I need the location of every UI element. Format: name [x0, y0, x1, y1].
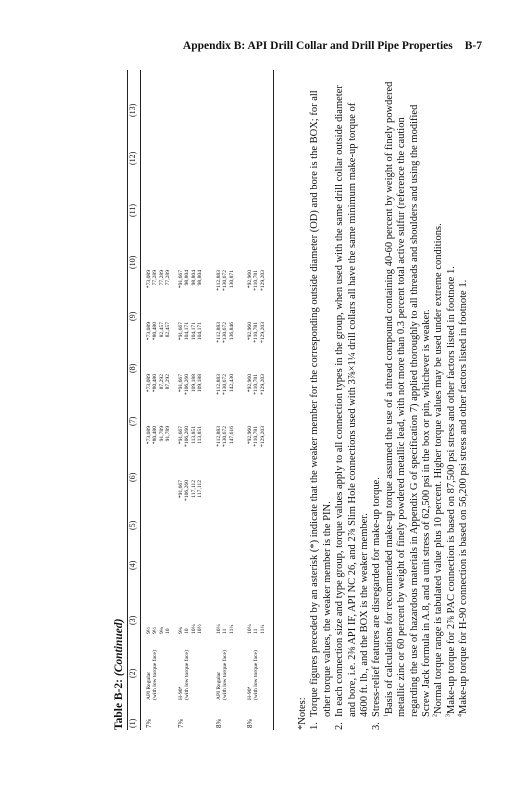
- footnote-item: [433, 80, 445, 717]
- table-cell: 10¼: [216, 624, 222, 634]
- table-cell-stack: [178, 374, 203, 418]
- table-cell: 11: [222, 628, 229, 634]
- column-header: (7): [128, 416, 137, 426]
- table-cell-stack: [146, 374, 171, 418]
- column-header: (6): [128, 472, 137, 482]
- table-cell: 82,457: [164, 322, 171, 338]
- footnote-item: [384, 80, 434, 717]
- note-number: 2.: [334, 722, 346, 730]
- table-cell: *92,960: [247, 322, 253, 341]
- footnote-item: [458, 80, 470, 717]
- table-cell: *73,089: [146, 270, 152, 289]
- table-cell: *129,203: [259, 322, 266, 343]
- table-cell: 147,616: [228, 426, 235, 445]
- table-cell: API Regular: [216, 671, 222, 700]
- table-cell: 87,292: [158, 374, 165, 390]
- table-cell: *130,672: [222, 426, 229, 447]
- column-header: (3): [128, 615, 137, 625]
- footnote-item: [446, 80, 458, 717]
- table-cell: *106,260: [184, 426, 191, 447]
- table-cell: 9½: [146, 627, 152, 634]
- table-cell: 113,851: [196, 426, 203, 444]
- table-cell: 117,112: [196, 480, 203, 498]
- table-cell: *91,667: [178, 322, 184, 341]
- table-cell: *112,883: [216, 374, 222, 395]
- table-cell-stack: [247, 624, 266, 634]
- note-item: [334, 80, 371, 730]
- table-cell: 77,289: [152, 270, 159, 286]
- table-cell-stack: [216, 650, 229, 700]
- table-cell: 98,804: [190, 270, 197, 286]
- table-cell: *73,089: [146, 426, 152, 445]
- table-cell: API Regular: [146, 671, 152, 700]
- table-top-rule: [127, 70, 128, 730]
- note-text: Torque figures preceded by an asterisk (*) indicate that the weaker member for the corresponding outside diameter (OD) and bore is the BOX; for all other torque values, the weaker member is the PIN.: [309, 90, 333, 717]
- table-cell-stack: [247, 426, 266, 470]
- table-cell: *110,781: [253, 374, 260, 395]
- table-cell: *112,883: [216, 426, 222, 447]
- table-cell: 91,789: [164, 426, 171, 442]
- table-cell-stack: [216, 374, 235, 418]
- notes-heading: *Notes:: [297, 697, 308, 730]
- table-cell: *73,089: [146, 322, 152, 341]
- header-title: Appendix B: API Drill Collar and Drill Pipe Properties: [182, 40, 453, 52]
- table-cell: *130,672: [222, 322, 229, 343]
- connection-size: 8⅝: [215, 719, 223, 728]
- table-cell: *106,260: [184, 374, 191, 395]
- table-cell-stack: [178, 426, 203, 470]
- table-cell: 77,289: [164, 270, 171, 286]
- table-cell: 117,112: [190, 480, 197, 498]
- note-item: [309, 80, 334, 730]
- note-item: [371, 80, 383, 730]
- note-text: In each connection size and type group, torque values apply to all connection types in the group, when used with the same drill collar outside diameter and bore, i.e. 2⅜ API IF, API NC 26, and 2⅞ Slim Hole connections used with 3⅞×1¼ drill collars all have the same minimum make-up torque of 4600 ft. lb., and the BOX is the weaker member.: [334, 85, 371, 717]
- column-header: (2): [128, 668, 137, 678]
- table-cell-stack: [216, 426, 235, 470]
- table-cell-stack: [178, 480, 203, 524]
- footnote-marker: 1: [383, 714, 390, 717]
- table-cell: 98,804: [184, 270, 191, 286]
- table-cell: *112,883: [216, 270, 222, 291]
- table-cell: (with low torque face): [152, 650, 159, 700]
- table-cell-stack: [146, 270, 171, 314]
- footnote-marker: 3: [445, 714, 452, 717]
- table-cell: 10½: [196, 624, 203, 634]
- table-cell: 142,430: [228, 374, 235, 393]
- table-cell: (with low torque face): [222, 650, 229, 700]
- table-cell-stack: [216, 270, 235, 314]
- table-cell: *91,667: [178, 480, 184, 499]
- table-cell: 11: [253, 628, 260, 634]
- table-cell-stack: [216, 322, 235, 366]
- note-number: 1.: [309, 722, 321, 730]
- header-rule: [140, 70, 141, 730]
- table-cell: 10¼: [190, 624, 197, 634]
- column-header: (1): [128, 718, 137, 728]
- table-cell: *92,960: [247, 270, 253, 289]
- table-cell: *80,480: [152, 426, 159, 445]
- table-cell-stack: [216, 624, 235, 634]
- footnote-marker: 4: [457, 714, 464, 717]
- table-cell: 109,188: [196, 374, 203, 393]
- table-title-label: Table B-2:: [113, 678, 125, 730]
- footnotes-list: [384, 80, 471, 730]
- table-cell: *106,260: [184, 480, 191, 501]
- footnote-text: Make-up torque for H-90 connection is based on 56,200 psi stress and other factors listed in footnote 1.: [458, 279, 470, 714]
- table-cell: *110,781: [253, 270, 260, 291]
- table-cell: [260, 480, 266, 524]
- footnote-text: Make-up torque for 2⅞ PAC connection is based on 87,500 psi stress and other factors listed in footnote 1.: [445, 266, 457, 714]
- table-cell: 130,871: [228, 270, 235, 289]
- table-cell: H-90⁴: [247, 686, 253, 700]
- table-cell: *110,781: [253, 426, 260, 447]
- table-cell: 10¼: [247, 624, 253, 634]
- table-cell: *129,203: [259, 374, 266, 395]
- page-header: [183, 40, 482, 52]
- table-cell: 109,188: [190, 374, 197, 393]
- column-header: (11): [128, 203, 137, 217]
- table-cell: *91,667: [178, 270, 184, 289]
- table-cell: 136,846: [228, 322, 235, 341]
- note-text: Stress-relief features are disregarded for make-up torque.: [371, 477, 383, 717]
- note-number: 3.: [371, 722, 383, 730]
- table-cell: 10: [184, 628, 191, 634]
- table-cell-stack: [178, 624, 203, 634]
- connection-size: 7⅝: [177, 719, 185, 728]
- table-cell: *130,672: [222, 270, 229, 291]
- table-cell: 9¾: [158, 627, 165, 634]
- table-cell: 113,851: [190, 426, 197, 444]
- table-cell: 104,171: [196, 322, 203, 341]
- table-cell: *92,960: [247, 374, 253, 393]
- table-cell: [165, 480, 171, 524]
- column-header: (12): [128, 151, 137, 165]
- connection-size: 8⅝: [246, 719, 254, 728]
- table-title-continued: (Continued): [113, 618, 125, 677]
- table-cell: *129,203: [259, 270, 266, 291]
- table-cell: *110,781: [253, 322, 260, 343]
- notes-list: [309, 80, 383, 730]
- table-cell: 11¼: [259, 624, 266, 634]
- table-cell: H-90⁴: [178, 686, 184, 700]
- table-cell: *112,883: [216, 322, 222, 343]
- table-cell-stack: [146, 322, 171, 366]
- column-header: (13): [128, 103, 137, 117]
- table-cell-stack: [178, 322, 203, 366]
- table-cell: *91,667: [178, 374, 184, 393]
- table-cell: 77,289: [158, 270, 165, 286]
- footnote-text: Normal torque range is tabulated value plus 10 percent. Higher torque values may be used under extreme conditions.: [433, 223, 445, 714]
- table-cell-stack: [146, 650, 159, 700]
- column-header: (8): [128, 363, 137, 373]
- notes-section: [297, 80, 471, 730]
- table-cell: 104,171: [190, 322, 197, 341]
- footnote-text: Basis of calculations for recommended make-up torque assumed the use of a thread compound containing 40-60 percent by weight of finely powdered metallic zinc or 60 percent by weight of finely powdered metallic lead, with not more than 0.3 percent total active sulfur (reference the caution regarding the use of hazardous materials in Appendix G of specification 7) applied thoroughly to all threads and shoulders and using the modified Screw Jack formula in A.8, and a unit stress of 62,500 psi in the box or pin, whichever is weaker.: [383, 81, 433, 717]
- table-cell: *130,672: [222, 374, 229, 395]
- connection-size: 7⅝: [145, 719, 153, 728]
- table-cell-stack: [178, 270, 203, 314]
- column-header: (5): [128, 520, 137, 530]
- footnote-marker: 2: [432, 714, 439, 717]
- table-cell: 98,804: [196, 270, 203, 286]
- table-cell: [229, 480, 235, 524]
- table-cell-stack: [247, 322, 266, 366]
- table-cell: *91,667: [178, 426, 184, 445]
- rotated-table-page: [113, 70, 516, 730]
- column-header: (9): [128, 311, 137, 321]
- table-cell-stack: [247, 270, 266, 314]
- table-cell-stack: [178, 650, 191, 700]
- table-cell-stack: [146, 426, 171, 470]
- table-cell: 9¾: [178, 627, 184, 634]
- table-cell: (with low torque face): [184, 650, 191, 700]
- table-cell-stack: [247, 650, 260, 700]
- table-cell: *80,480: [152, 322, 159, 341]
- column-header: (4): [128, 560, 137, 570]
- table-cell: *80,480: [152, 374, 159, 393]
- table-cell: *129,203: [259, 426, 266, 447]
- table-cell: 11¼: [228, 624, 235, 634]
- table-cell: (with low torque face): [253, 650, 260, 700]
- table-cell-stack: [146, 480, 171, 524]
- table-cell: 104,171: [184, 322, 191, 341]
- table-cell: *92,960: [247, 426, 253, 445]
- table-cell: *73,089: [146, 374, 152, 393]
- table-cell-stack: [216, 480, 235, 524]
- table-cell: 82,457: [158, 322, 165, 338]
- table-cell: 10: [164, 628, 171, 634]
- table-title: [113, 619, 125, 730]
- table-cell: 91,789: [158, 426, 165, 442]
- page-number: B-7: [464, 40, 482, 52]
- table-cell-stack: [146, 627, 171, 634]
- table-cell-stack: [247, 480, 266, 524]
- table-cell-stack: [247, 374, 266, 418]
- table-cell: 9½: [152, 627, 159, 634]
- column-header: (10): [128, 255, 137, 269]
- table-bottom-rule: [273, 70, 274, 730]
- table-cell: 87,292: [164, 374, 171, 390]
